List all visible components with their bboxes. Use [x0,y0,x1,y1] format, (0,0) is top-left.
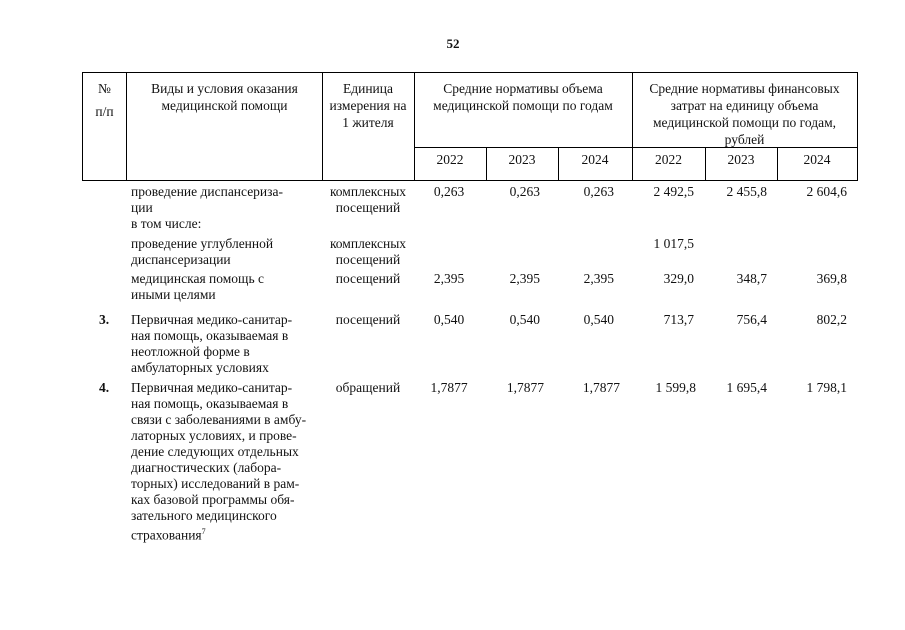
row-finance-2022: 2 492,5 [653,184,694,199]
row-finance-2024: 1 798,1 [806,380,847,395]
row-care-type: Первичная медико-санитар- ная помощь, оказываемая в неотложной форме в амбулаторных условиях [131,312,293,375]
header-number: № п/п [95,81,114,119]
header-finance: Средние нормативы финансовых затрат на единицу объема медицинской помощи по годам, рублей [649,81,840,147]
row-unit: комплексных посещений [329,236,407,267]
row-volume-2024: 0,263 [583,184,614,199]
page-number: 52 [446,36,460,51]
row-volume-2024: 0,540 [583,312,614,327]
header-unit: Единица измерения на 1 жителя [329,81,407,130]
year-volume-2024: 2024 [581,152,609,167]
row-unit: комплексных посещений [329,184,407,215]
row-number: 4. [98,380,110,395]
row-care-type: проведение диспансериза- ции в том числе: [131,184,283,231]
row-volume-2022: 0,263 [433,184,465,199]
row-finance-2023: 756,4 [736,312,767,327]
row-finance-2023: 2 455,8 [726,184,767,199]
row-volume-2022: 1,7877 [430,380,468,395]
row-finance-2024: 2 604,6 [806,184,847,199]
row-unit: обращений [335,380,401,395]
header-volume: Средние нормативы объема медицинской помощи по годам [433,81,613,113]
row-volume-2023: 0,540 [509,312,540,327]
row-finance-2023: 1 695,4 [726,380,767,395]
row-finance-2024: 802,2 [816,312,847,327]
row-care-type: Первичная медико-санитар- ная помощь, оказываемая в связи с заболеваниями в амбу- латорных условиях, и прове- дение следующих отдельных диагностических (лабора- торных) исследований в рам- ках базовой программы обя- зательного медицинского страхования$^7$ [131,380,307,543]
row-unit: посещений [335,312,401,327]
year-volume-2023: 2023 [508,152,536,167]
year-volume-2022: 2022 [436,152,464,167]
row-finance-2023: 348,7 [736,271,767,286]
row-volume-2022: 2,395 [433,271,465,286]
row-volume-2023: 0,263 [509,184,540,199]
row-volume-2024: 1,7877 [582,380,620,395]
year-finance-2022: 2022 [655,152,682,167]
row-number: 3. [98,312,110,327]
row-unit: посещений [335,271,401,286]
footnote-marker: 7 [201,527,206,536]
row-volume-2023: 2,395 [509,271,540,286]
row-volume-2022: 0,540 [433,312,465,327]
row-care-type: проведение углубленной диспансеризации [131,236,274,267]
header-care-type: Виды и условия оказания медицинской помощи [151,81,298,113]
row-volume-2023: 1,7877 [506,380,544,395]
row-finance-2022: 329,0 [663,271,694,286]
row-finance-2024: 369,8 [816,271,847,286]
row-volume-2024: 2,395 [583,271,614,286]
year-finance-2024: 2024 [803,152,831,167]
row-finance-2022: 1 017,5 [653,236,694,251]
row-finance-2022: 713,7 [663,312,694,327]
row-finance-2022: 1 599,8 [655,380,696,395]
row-care-type: медицинская помощь с иными целями [131,271,264,302]
year-finance-2023: 2023 [727,152,755,167]
